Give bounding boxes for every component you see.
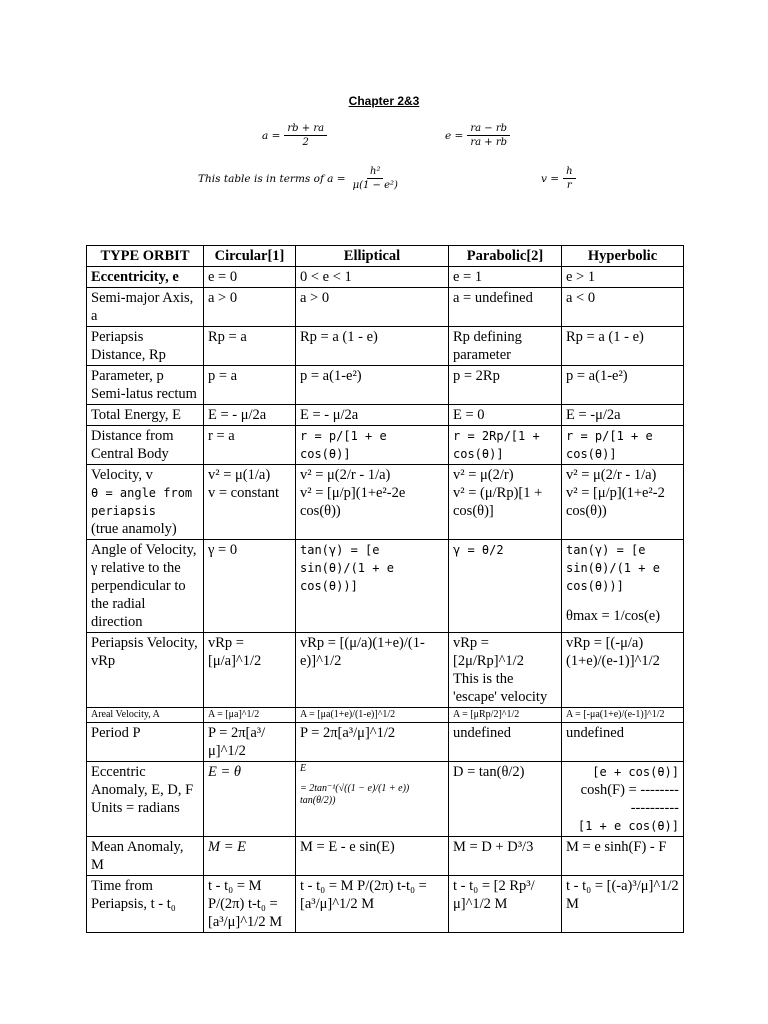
cell-elliptical: p = a(1-e²)	[296, 366, 449, 405]
table-row-distance	[87, 426, 684, 465]
cell-hyperbolic: M = e sinh(F) - F	[562, 837, 684, 876]
eq-table-denominator: μ(1 − e²)	[352, 180, 398, 191]
cell-hyperbolic: Rp = a (1 - e)	[562, 327, 684, 366]
row-label: Periapsis Distance, Rp	[87, 327, 204, 366]
vel-circ-line1: v² = μ(1/a)	[208, 467, 271, 483]
vel-ell-line2: v² = [μ/p](1+e²-2e cos(θ))	[300, 485, 406, 519]
table-row-energy	[87, 405, 684, 426]
cell-circular: p = a	[204, 366, 296, 405]
cell-parabolic: e = 1	[449, 267, 562, 288]
cell-parabolic: undefined	[449, 723, 562, 762]
row-label: Mean Anomaly, M	[87, 837, 204, 876]
cell-elliptical: M = E - e sin(E)	[296, 837, 449, 876]
cell-circular: E = - μ/2a	[204, 405, 296, 426]
ecc-anom-hyp-line3: ----------	[630, 800, 679, 816]
cell-circular	[204, 465, 296, 540]
cell-elliptical: 0 < e < 1	[296, 267, 449, 288]
eq-table-fraction	[350, 166, 401, 191]
cell-hyperbolic: a < 0	[562, 288, 684, 327]
eq-e-denominator: ra + rb	[470, 137, 508, 148]
table-row-eccentric-anomaly	[87, 762, 684, 837]
cell-hyperbolic: vRp = [(-μ/a)(1+e)/(e-1)]^1/2	[562, 633, 684, 708]
row-label: Time from Periapsis, t - t₀	[87, 876, 204, 933]
pv-par-line1: vRp = [2μ/Rp]^1/2	[453, 635, 524, 669]
velocity-theta-label: θ = angle from periapsis	[91, 486, 193, 518]
vel-hyp-line2: v² = [μ/p](1+e²-2 cos(θ))	[566, 485, 665, 519]
table-row-time	[87, 876, 684, 933]
cell-parabolic	[449, 465, 562, 540]
cell-parabolic: t - t₀ = [2 Rp³/μ]^1/2 M	[449, 876, 562, 933]
cell-elliptical: r = p/[1 + e cos(θ)]	[296, 426, 449, 465]
cell-hyperbolic	[562, 465, 684, 540]
cell-elliptical: A = [μa(1+e)/(1-e)]^1/2	[296, 708, 449, 723]
header-row	[87, 246, 684, 267]
cell-circular: t - t₀ = M P/(2π) t-t₀ = [a³/μ]^1/2 M	[204, 876, 296, 933]
eq-v-numerator: h	[563, 166, 575, 179]
cell-circular: r = a	[204, 426, 296, 465]
row-label: Distance from Central Body	[87, 426, 204, 465]
eq-e-lhs: e =	[445, 129, 464, 142]
eq-e-numerator: ra − rb	[467, 123, 510, 136]
eq-e-fraction	[467, 123, 510, 148]
eq-a-denominator: 2	[302, 137, 309, 148]
row-label: Eccentric Anomaly, E, D, F Units = radians	[87, 762, 204, 837]
eq-a-numerator: rb + ra	[284, 123, 327, 136]
angle-hyp-line2: θmax = 1/cos(e)	[566, 608, 661, 624]
eq-a-fraction	[284, 123, 327, 148]
cell-circular: γ = 0	[204, 540, 296, 633]
eq-v-fraction	[563, 166, 575, 191]
cell-parabolic: M = D + D³/3	[449, 837, 562, 876]
eq-table-lhs: This table is in terms of a =	[198, 172, 346, 185]
header-elliptical: Elliptical	[296, 246, 449, 267]
cell-elliptical: E = - μ/2a	[296, 405, 449, 426]
ecc-anom-ell-line1: E	[300, 763, 307, 774]
row-label: Total Energy, E	[87, 405, 204, 426]
equation-velocity	[541, 166, 576, 191]
table-row-periapsis-velocity	[87, 633, 684, 708]
cell-elliptical: vRp = [(μ/a)(1+e)/(1-e)]^1/2	[296, 633, 449, 708]
angle-hyp-line1: tan(γ) = [e sin(θ)/(1 + e cos(θ))]	[566, 543, 660, 593]
cell-circular: vRp = [μ/a]^1/2	[204, 633, 296, 708]
cell-hyperbolic: r = p/[1 + e cos(θ)]	[562, 426, 684, 465]
table-row-period	[87, 723, 684, 762]
table-row-parameter	[87, 366, 684, 405]
vel-hyp-line1: v² = μ(2/r - 1/a)	[566, 467, 657, 483]
cell-circular: M = E	[204, 837, 296, 876]
cell-hyperbolic	[562, 540, 684, 633]
cell-hyperbolic: undefined	[562, 723, 684, 762]
velocity-anomaly-label: (true anamoly)	[91, 521, 177, 537]
ecc-anom-hyp-line4: [1 + e cos(θ)]	[577, 819, 679, 833]
row-label	[87, 465, 204, 540]
cell-parabolic: p = 2Rp	[449, 366, 562, 405]
row-label: Semi-major Axis, a	[87, 288, 204, 327]
cell-elliptical: tan(γ) = [e sin(θ)/(1 + e cos(θ))]	[296, 540, 449, 633]
header-hyperbolic: Hyperbolic	[562, 246, 684, 267]
cell-parabolic	[449, 633, 562, 708]
cell-circular: e = 0	[204, 267, 296, 288]
eq-v-lhs: v =	[541, 172, 560, 185]
cell-circular: a > 0	[204, 288, 296, 327]
cell-elliptical	[296, 762, 449, 837]
header-circular: Circular[1]	[204, 246, 296, 267]
orbit-table	[86, 245, 684, 933]
row-label: Angle of Velocity, γ relative to the perpendicular to the radial direction	[87, 540, 204, 633]
table-row-periapsis	[87, 327, 684, 366]
cell-parabolic: E = 0	[449, 405, 562, 426]
vel-ell-line1: v² = μ(2/r - 1/a)	[300, 467, 391, 483]
eq-table-numerator: h²	[367, 166, 383, 179]
vel-circ-line2: v = constant	[208, 485, 279, 501]
cell-hyperbolic: t - t₀ = [(-a)³/μ]^1/2 M	[562, 876, 684, 933]
row-label: Parameter, p Semi-latus rectum	[87, 366, 204, 405]
table-row-angle	[87, 540, 684, 633]
equation-table-terms	[198, 166, 401, 191]
row-label: Periapsis Velocity, vRp	[87, 633, 204, 708]
cell-parabolic: Rp defining parameter	[449, 327, 562, 366]
cell-hyperbolic: E = -μ/2a	[562, 405, 684, 426]
cell-parabolic: A = [μRp/2]^1/2	[449, 708, 562, 723]
table-row-velocity	[87, 465, 684, 540]
ecc-anom-hyp-line2: cosh(F) = --------	[580, 782, 679, 798]
pv-par-line2: This is the 'escape' velocity	[453, 671, 548, 705]
row-label: Areal Velocity, A	[87, 708, 204, 723]
cell-hyperbolic: A = [-μa(1+e)/(e-1)]^1/2	[562, 708, 684, 723]
table-row-mean-anomaly	[87, 837, 684, 876]
cell-hyperbolic: p = a(1-e²)	[562, 366, 684, 405]
table-row-semi-major	[87, 288, 684, 327]
equation-eccentricity	[445, 123, 510, 148]
page-title: Chapter 2&3	[348, 94, 420, 108]
eq-a-lhs: a =	[262, 129, 281, 142]
cell-parabolic: γ = θ/2	[449, 540, 562, 633]
cell-circular: E = θ	[204, 762, 296, 837]
cell-elliptical: Rp = a (1 - e)	[296, 327, 449, 366]
cell-parabolic: r = 2Rp/[1 + cos(θ)]	[449, 426, 562, 465]
velocity-label: Velocity, v	[91, 467, 153, 483]
table-row-areal	[87, 708, 684, 723]
cell-circular: P = 2π[a³/μ]^1/2	[204, 723, 296, 762]
cell-circular: Rp = a	[204, 327, 296, 366]
eq-v-denominator: r	[566, 180, 572, 191]
cell-circular: A = [μa]^1/2	[204, 708, 296, 723]
header-parabolic: Parabolic[2]	[449, 246, 562, 267]
cell-hyperbolic	[562, 762, 684, 837]
cell-elliptical: a > 0	[296, 288, 449, 327]
cell-hyperbolic: e > 1	[562, 267, 684, 288]
row-label: Eccentricity, e	[87, 267, 204, 288]
header-type-orbit: TYPE ORBIT	[87, 246, 204, 267]
cell-parabolic: D = tan(θ/2)	[449, 762, 562, 837]
ecc-anom-hyp-line1: [e + cos(θ)]	[592, 765, 679, 779]
cell-elliptical: t - t₀ = M P/(2π) t-t₀ = [a³/μ]^1/2 M	[296, 876, 449, 933]
equation-semi-major-axis	[262, 123, 327, 148]
ecc-anom-ell-line2: = 2tan⁻¹(√((1 − e)/(1 + e)) tan(θ/2))	[300, 783, 410, 806]
row-label: Period P	[87, 723, 204, 762]
cell-elliptical	[296, 465, 449, 540]
cell-parabolic: a = undefined	[449, 288, 562, 327]
vel-par-line1: v² = μ(2/r)	[453, 467, 514, 483]
cell-elliptical: P = 2π[a³/μ]^1/2	[296, 723, 449, 762]
table-row-eccentricity	[87, 267, 684, 288]
vel-par-line2: v² = (μ/Rp)[1 + cos(θ)]	[453, 485, 543, 519]
